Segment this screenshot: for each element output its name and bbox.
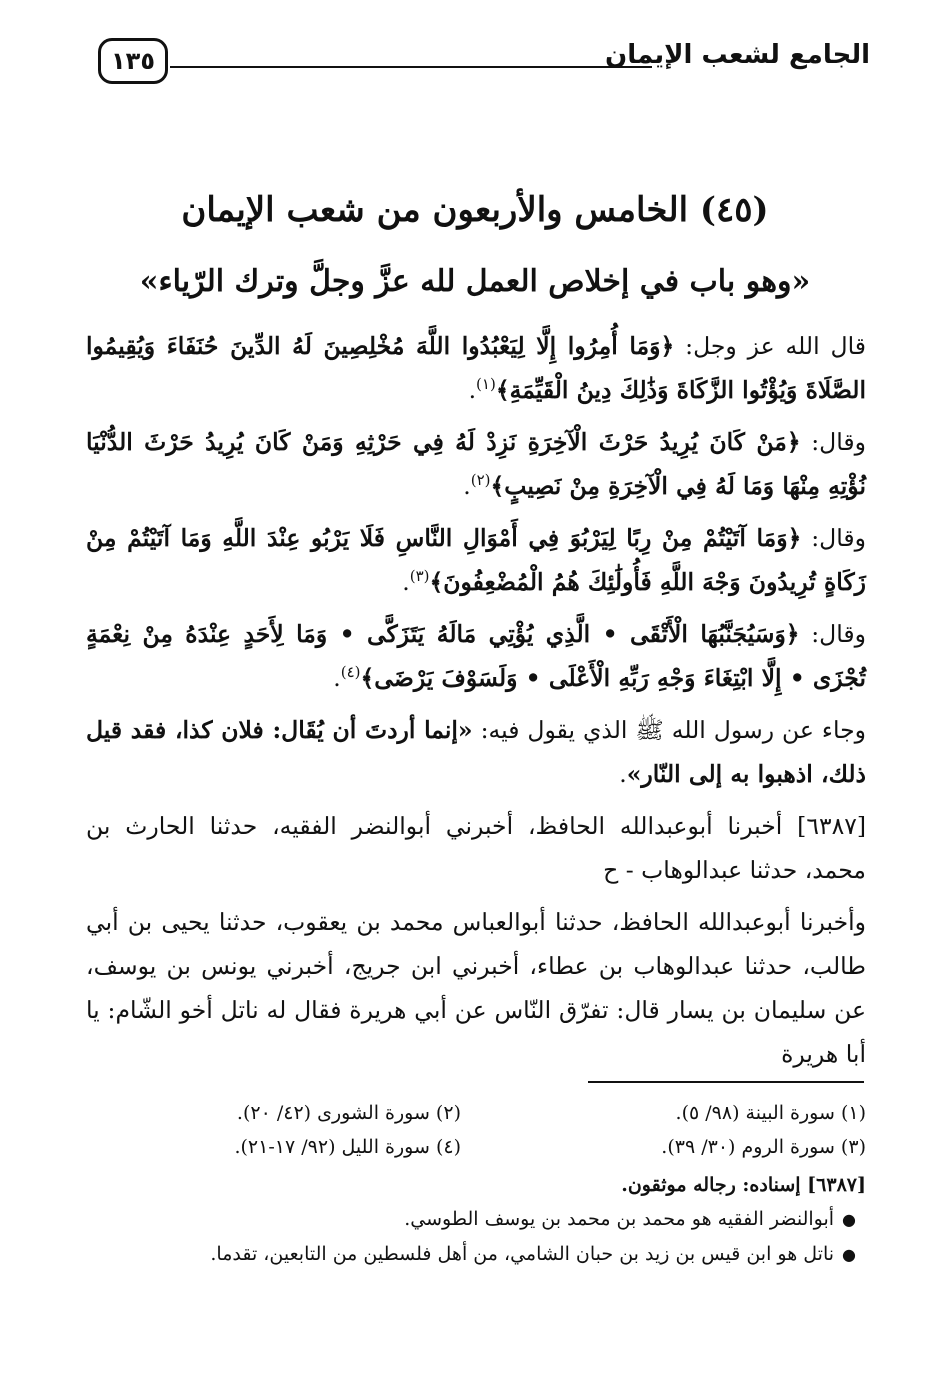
isnad-notes xyxy=(86,1202,866,1272)
hadith-paragraph xyxy=(86,708,866,796)
page-header xyxy=(70,26,870,96)
footnote-4: (٤) سورة الليل (٩٢/ ١٧-٢١). xyxy=(234,1136,461,1158)
verse-paragraph xyxy=(86,420,866,508)
isnad-paragraph: [٦٣٨٧] أخبرنا أبوعبدالله الحافظ، أخبرني أبوالنضر الفقيه، حدثنا الحارث بن محمد، حدثنا عبدالوهاب - ح xyxy=(86,812,866,884)
verse-paragraph xyxy=(86,516,866,604)
hadith-end: . xyxy=(619,760,627,788)
bullet-icon: ● xyxy=(842,1245,856,1264)
main-text xyxy=(86,324,866,1084)
chapter-subtitle: «وهو باب في إخلاص العمل لله عزَّ وجلَّ وترك الرّياء» xyxy=(139,264,811,299)
verse-end: . xyxy=(468,376,477,404)
verse-end: . xyxy=(463,472,471,500)
verse-end: . xyxy=(402,568,410,596)
header-rule xyxy=(170,66,652,68)
list-item xyxy=(86,1237,866,1272)
verse-intro: قال الله عز وجل: xyxy=(674,332,866,360)
note-text: أبوالنضر الفقيه هو محمد بن محمد بن يوسف الطوسي. xyxy=(404,1208,835,1230)
verse-paragraph xyxy=(86,324,866,412)
footnote-separator xyxy=(588,1081,864,1083)
page-number: ١٣٥ xyxy=(98,38,168,84)
quran-verse: ﴿وَمَا آتَيْتُمْ مِنْ رِبًا لِيَرْبُوَ فِي أَمْوَالِ النَّاسِ فَلَا يَرْبُو عِنْدَ اللَّهِ وَمَا آتَيْتُمْ مِنْ زَكَاةٍ تُرِيدُونَ وَجْهَ اللَّهِ فَأُولَٰئِكَ هُمُ الْمُضْعِفُونَ﴾ xyxy=(86,524,866,596)
chapter-title: (٤٥) الخامس والأربعون من شعب الإيمان xyxy=(181,190,769,230)
isnad-note-title: [٦٣٨٧] إسناده: رجاله موثقون. xyxy=(621,1174,866,1196)
note-text: ناتل هو ابن قيس بن زيد بن حبان الشامي، من أهل فلسطين من التابعين، تقدما. xyxy=(210,1243,835,1265)
verse-intro: وقال: xyxy=(799,620,866,648)
footnote-ref[interactable]: (٣) xyxy=(409,567,430,586)
footnote-ref[interactable]: (١) xyxy=(476,375,496,394)
verse-paragraph xyxy=(86,612,866,700)
footnote-grid xyxy=(86,1096,866,1164)
footnote-2: (٢) سورة الشورى (٤٢/ ٢٠). xyxy=(236,1102,461,1124)
footnote-ref[interactable]: (٤) xyxy=(340,663,361,682)
isnad-paragraph: وأخبرنا أبوعبدالله الحافظ، حدثنا أبوالعباس محمد بن يعقوب، حدثنا يحيى بن أبي طالب، حدثنا عبدالوهاب بن عطاء، أخبرني ابن جريج، أخبرني يونس بن يوسف، عن سليمان بن يسار قال: تفرّق النّاس عن أبي هريرة فقال له ناتل أخو الشّام: يا أبا هريرة xyxy=(86,908,866,1068)
quran-verse: ﴿وَمَا أُمِرُوا إِلَّا لِيَعْبُدُوا اللَّهَ مُخْلِصِينَ لَهُ الدِّينَ حُنَفَاءَ وَيُقِيمُوا الصَّلَاةَ وَيُؤْتُوا الزَّكَاةَ وَذَٰلِكَ دِينُ الْقَيِّمَةِ﴾ xyxy=(86,332,866,404)
hadith-intro: وجاء عن رسول الله ﷺ الذي يقول فيه: xyxy=(472,716,866,744)
quran-verse: ﴿وَسَيُجَنَّبُهَا الْأَتْقَى • الَّذِي يُؤْتِي مَالَهُ يَتَزَكَّى • وَمَا لِأَحَدٍ عِنْدَهُ مِنْ نِعْمَةٍ تُجْزَى • إِلَّا ابْتِغَاءَ وَجْهِ رَبِّهِ الْأَعْلَى • وَلَسَوْفَ يَرْضَى﴾ xyxy=(86,620,866,692)
verse-end: . xyxy=(333,664,341,692)
footnote-3: (٣) سورة الروم (٣٠/ ٣٩). xyxy=(661,1136,866,1158)
footnotes xyxy=(86,1096,866,1272)
quran-verse: ﴿مَنْ كَانَ يُرِيدُ حَرْثَ الْآخِرَةِ نَزِدْ لَهُ فِي حَرْثِهِ وَمَنْ كَانَ يُرِيدُ حَرْثَ الدُّنْيَا نُؤْتِهِ مِنْهَا وَمَا لَهُ فِي الْآخِرَةِ مِنْ نَصِيبٍ﴾ xyxy=(86,428,866,500)
verse-intro: وقال: xyxy=(801,524,866,552)
list-item xyxy=(86,1202,866,1237)
bullet-icon: ● xyxy=(842,1210,856,1229)
book-title: الجامع لشعب الإيمان xyxy=(605,40,870,70)
verse-intro: وقال: xyxy=(800,428,866,456)
footnote-1: (١) سورة البينة (٩٨/ ٥). xyxy=(675,1102,866,1124)
hadith-text: «إنما أردتَ أن يُقَال: فلان كذا، فقد قيل ذلك، اذهبوا به إلى النّار» xyxy=(86,716,866,788)
footnote-ref[interactable]: (٢) xyxy=(470,471,491,490)
